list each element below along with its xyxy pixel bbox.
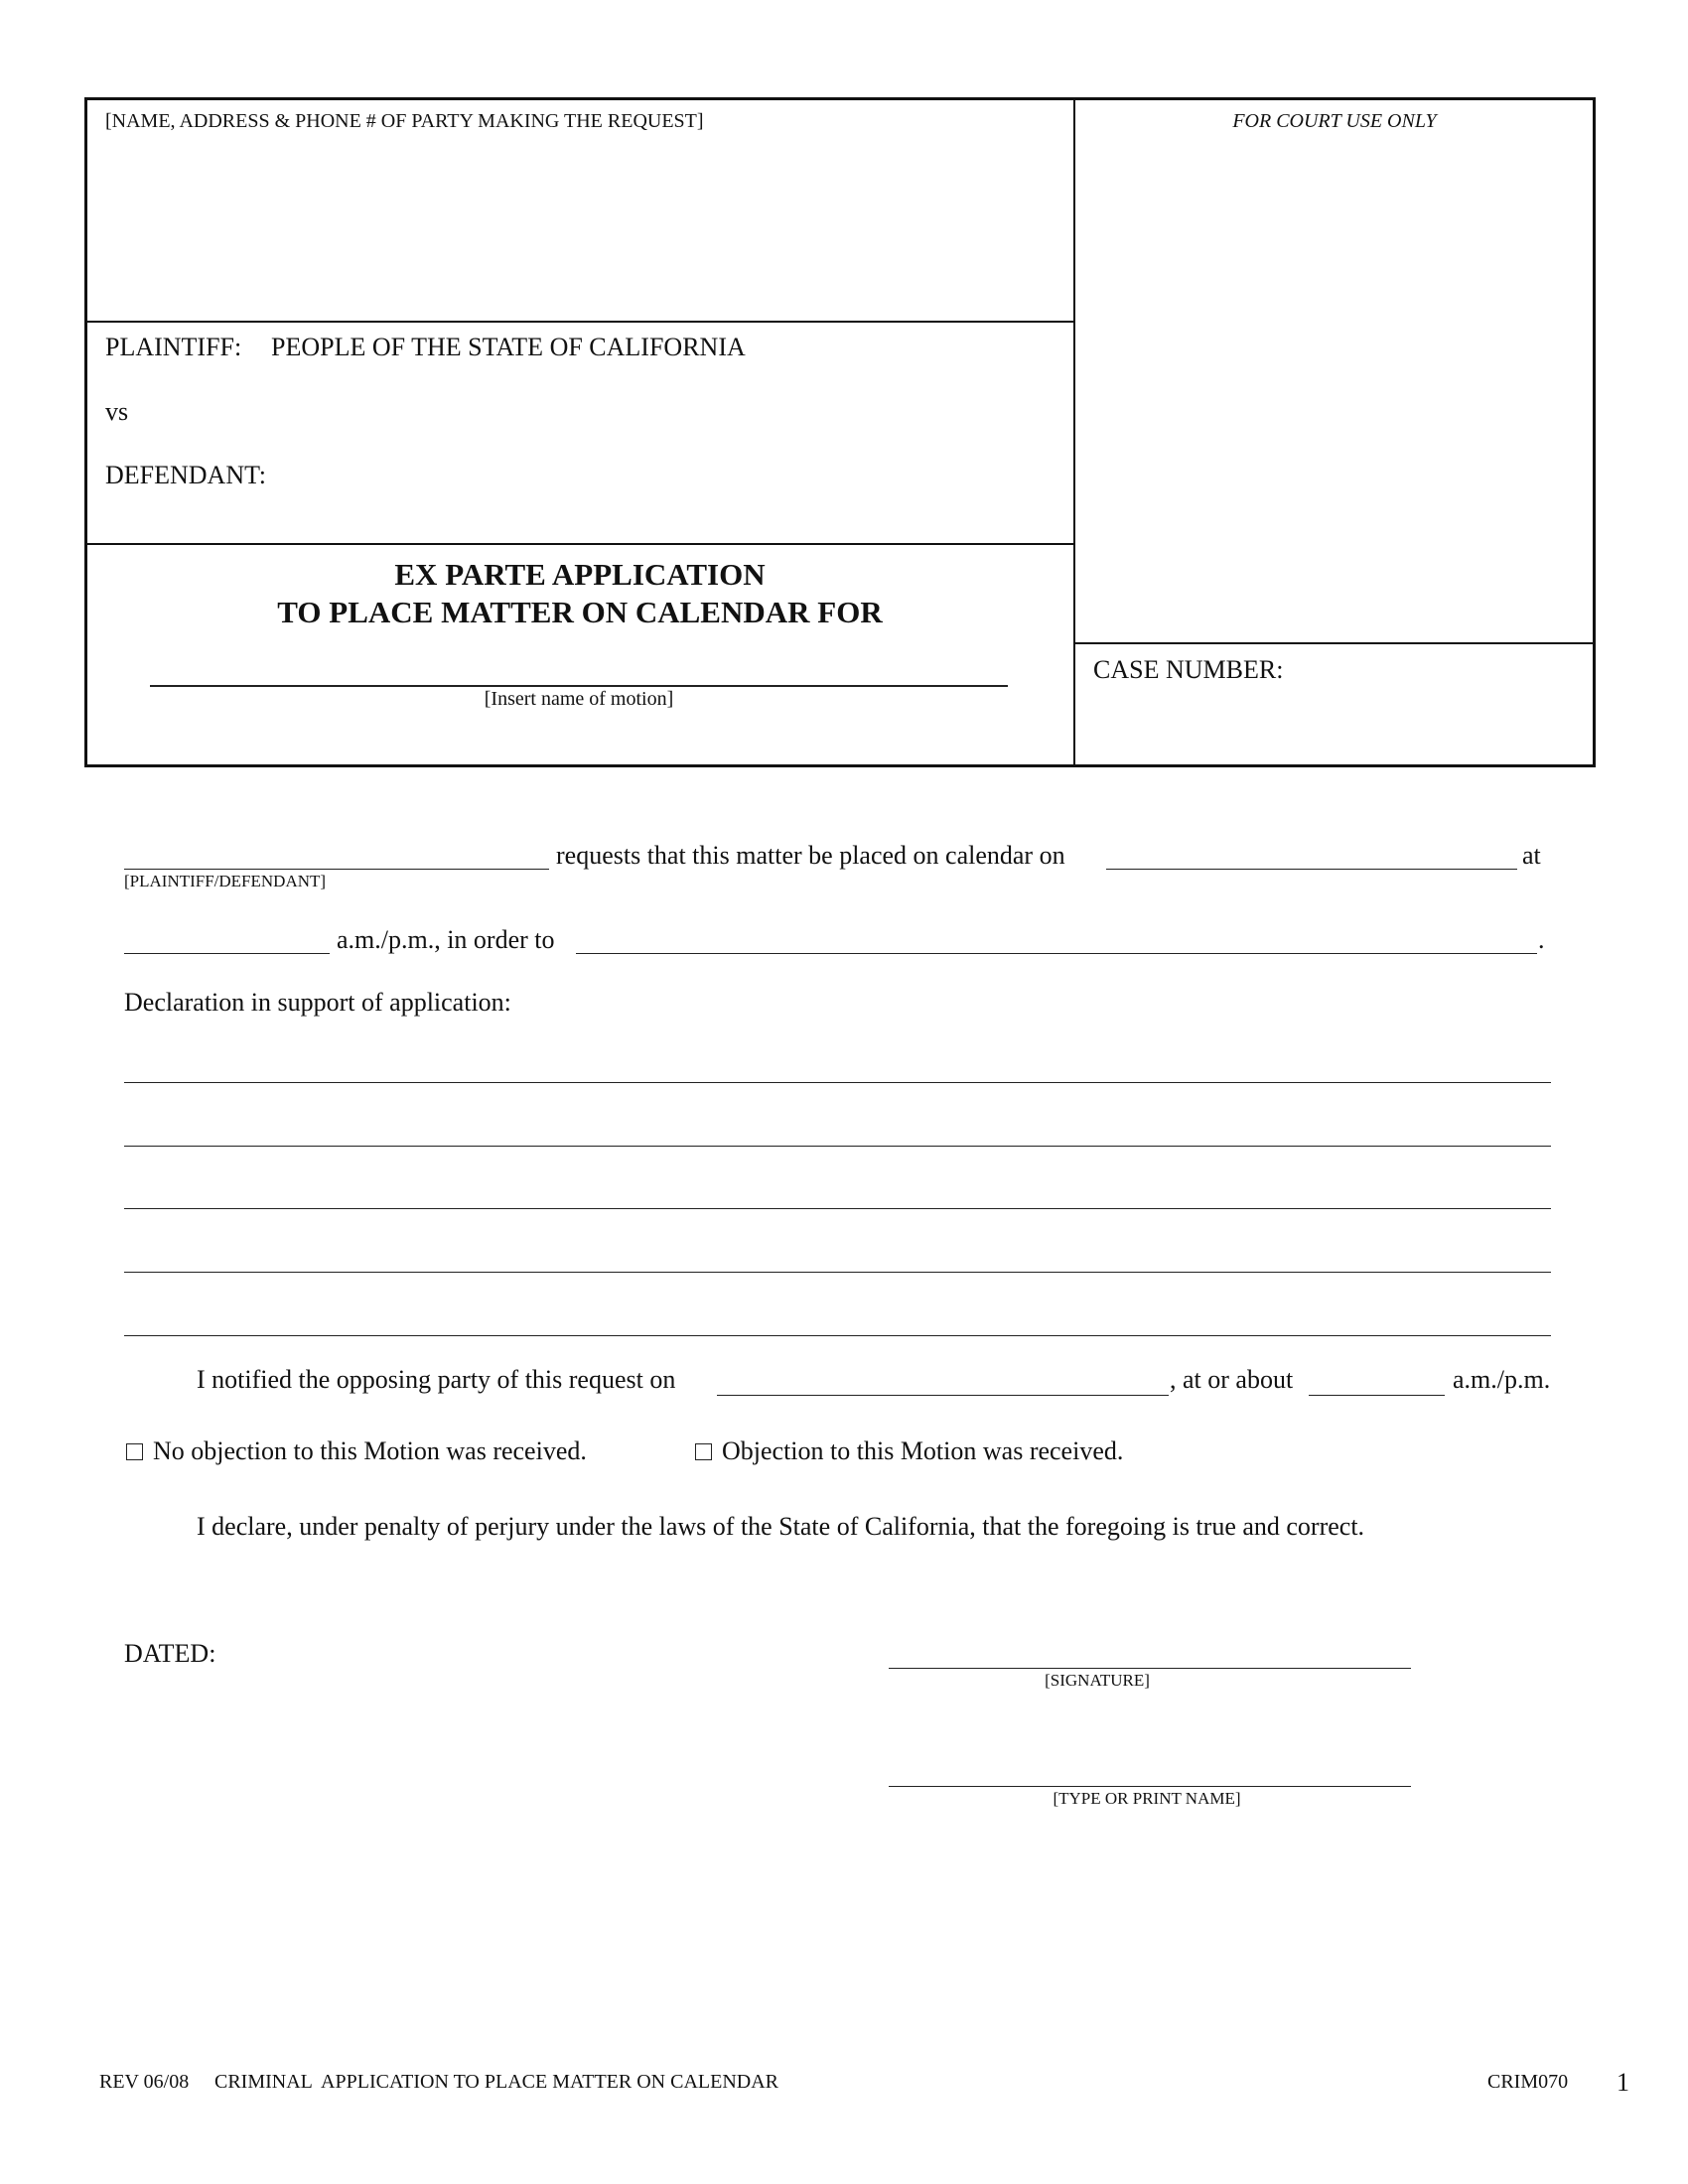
signature-caption: [SIGNATURE] [1045,1671,1150,1690]
party-caption: [PLAINTIFF/DEFENDANT] [124,872,327,890]
caption-rule-1 [84,321,1075,323]
case-number-label: CASE NUMBER: [1093,655,1284,684]
court-use-label: FOR COURT USE ONLY [1232,110,1437,132]
declaration-line-3[interactable] [124,1208,1551,1209]
vs-label: vs [105,397,129,426]
no-objection-label: No objection to this Motion was received. [153,1436,587,1465]
no-objection-checkbox[interactable] [126,1443,143,1460]
notified-time-blank[interactable] [1309,1395,1445,1396]
declare-text: I declare, under penalty of perjury under the laws of the State of California, that the foregoing is true and correct. [197,1512,1365,1541]
at-or-about-text: , at or about [1170,1365,1294,1394]
print-name-line[interactable] [889,1786,1411,1787]
calendar-date-blank[interactable] [1106,869,1517,870]
party-label: [NAME, ADDRESS & PHONE # OF PARTY MAKING THE REQUEST] [105,110,704,132]
declaration-line-4[interactable] [124,1272,1551,1273]
caption-box [84,97,1596,767]
objection-label: Objection to this Motion was received. [722,1436,1124,1465]
notified-text: I notified the opposing party of this request on [197,1365,676,1394]
signature-line[interactable] [889,1668,1411,1669]
notified-date-blank[interactable] [717,1395,1169,1396]
dated-label: DATED: [124,1639,216,1668]
ampm-order-text: a.m./p.m., in order to [337,925,555,954]
objection-option[interactable] [695,1436,1123,1466]
footer-rev: REV 06/08 [99,2071,190,2093]
page-number: 1 [1617,2068,1629,2097]
print-name-caption: [TYPE OR PRINT NAME] [1053,1789,1241,1808]
caption-rule-2 [84,543,1075,545]
motion-caption: [Insert name of motion] [484,688,674,710]
footer-form-code: CRIM070 [1487,2071,1569,2093]
form-title-line-2: TO PLACE MATTER ON CALENDAR FOR [277,595,883,629]
caption-rule-3 [1073,642,1596,644]
objection-checkbox[interactable] [695,1443,712,1460]
declaration-line-2[interactable] [124,1146,1551,1147]
at-text: at [1522,841,1541,870]
footer-form-title: CRIMINAL APPLICATION TO PLACE MATTER ON CALENDAR [214,2071,778,2093]
plaintiff-value: PEOPLE OF THE STATE OF CALIFORNIA [271,333,746,361]
declaration-line-5[interactable] [124,1335,1551,1336]
order-to-blank[interactable] [576,953,1537,954]
form-title-line-1: EX PARTE APPLICATION [394,557,766,592]
requests-text: requests that this matter be placed on calendar on [556,841,1065,870]
caption-divider [1073,97,1075,767]
declaration-label: Declaration in support of application: [124,988,511,1017]
party-blank[interactable] [124,869,549,870]
ampm-text: a.m./p.m. [1453,1365,1551,1394]
no-objection-option[interactable] [126,1436,587,1466]
defendant-label: DEFENDANT: [105,461,266,489]
motion-name-line[interactable] [150,685,1008,687]
declaration-line-1[interactable] [124,1082,1551,1083]
period-text: . [1538,925,1545,954]
plaintiff-label: PLAINTIFF: [105,333,242,361]
time-blank[interactable] [124,953,330,954]
